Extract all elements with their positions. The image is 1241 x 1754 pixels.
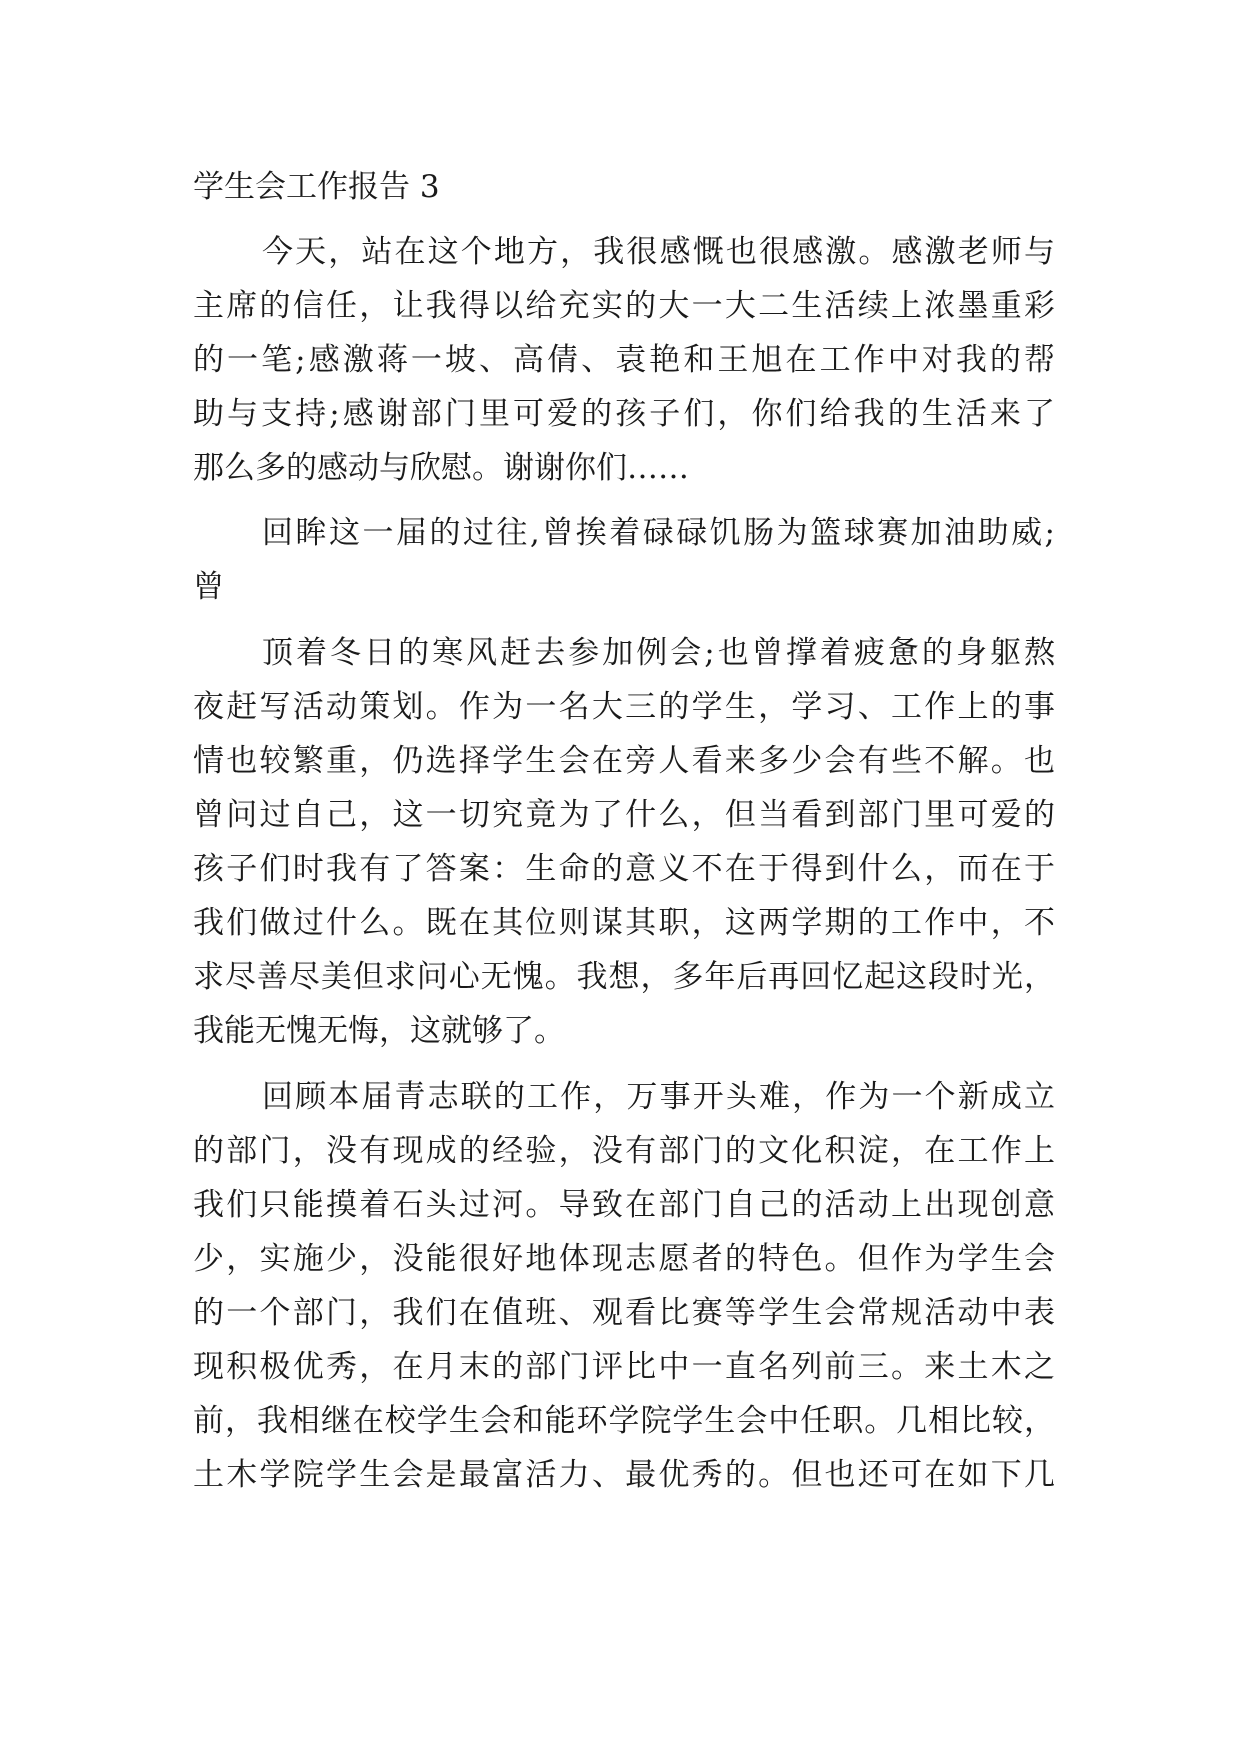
- paragraph-3-line-5: 孩子们时我有了答案：生命的意义不在于得到什么，而在于: [193, 851, 1055, 887]
- paragraph-4-line-3: 我们只能摸着石头过河。导致在部门自己的活动上出现创意: [193, 1187, 1055, 1223]
- paragraph-3-line-8: 我能无愧无悔，这就够了。: [193, 1013, 565, 1049]
- paragraph-1-line-5: 那么多的感动与欣慰。谢谢你们……: [193, 450, 689, 486]
- paragraph-1-line-3: 的一笔;感激蒋一坡、高倩、袁艳和王旭在工作中对我的帮: [193, 342, 1055, 378]
- paragraph-4-line-8: 土木学院学生会是最富活力、最优秀的。但也还可在如下几: [193, 1457, 1055, 1493]
- paragraph-3-line-1: 顶着冬日的寒风赶去参加例会;也曾撑着疲惫的身躯熬: [262, 635, 1055, 671]
- paragraph-3-line-6: 我们做过什么。既在其位则谋其职，这两学期的工作中，不: [193, 905, 1055, 941]
- paragraph-2-line-2: 曾: [193, 569, 224, 605]
- paragraph-3-line-2: 夜赶写活动策划。作为一名大三的学生，学习、工作上的事: [193, 689, 1055, 725]
- paragraph-3-line-7: 求尽善尽美但求问心无愧。我想，多年后再回忆起这段时光，: [193, 959, 1055, 995]
- paragraph-2-line-1: 回眸这一届的过往,曾挨着碌碌饥肠为篮球赛加油助威;: [262, 515, 1055, 551]
- paragraph-4-line-2: 的部门，没有现成的经验，没有部门的文化积淀，在工作上: [193, 1133, 1055, 1169]
- paragraph-4-line-6: 现积极优秀，在月末的部门评比中一直名列前三。来土木之: [193, 1349, 1055, 1385]
- paragraph-1-line-1: 今天，站在这个地方，我很感慨也很感激。感激老师与: [262, 234, 1055, 270]
- paragraph-4-line-4: 少，实施少，没能很好地体现志愿者的特色。但作为学生会: [193, 1241, 1055, 1277]
- paragraph-3-line-3: 情也较繁重，仍选择学生会在旁人看来多少会有些不解。也: [193, 743, 1055, 779]
- paragraph-4-line-7: 前，我相继在校学生会和能环学院学生会中任职。几相比较，: [193, 1403, 1055, 1439]
- paragraph-1-line-2: 主席的信任，让我得以给充实的大一大二生活续上浓墨重彩: [193, 288, 1055, 324]
- paragraph-1-line-4: 助与支持;感谢部门里可爱的孩子们，你们给我的生活来了: [193, 396, 1055, 432]
- paragraph-4-line-1: 回顾本届青志联的工作，万事开头难，作为一个新成立: [262, 1079, 1055, 1115]
- document-title: 学生会工作报告 3: [193, 169, 440, 205]
- paragraph-3-line-4: 曾问过自己，这一切究竟为了什么，但当看到部门里可爱的: [193, 797, 1055, 833]
- paragraph-4-line-5: 的一个部门，我们在值班、观看比赛等学生会常规活动中表: [193, 1295, 1055, 1331]
